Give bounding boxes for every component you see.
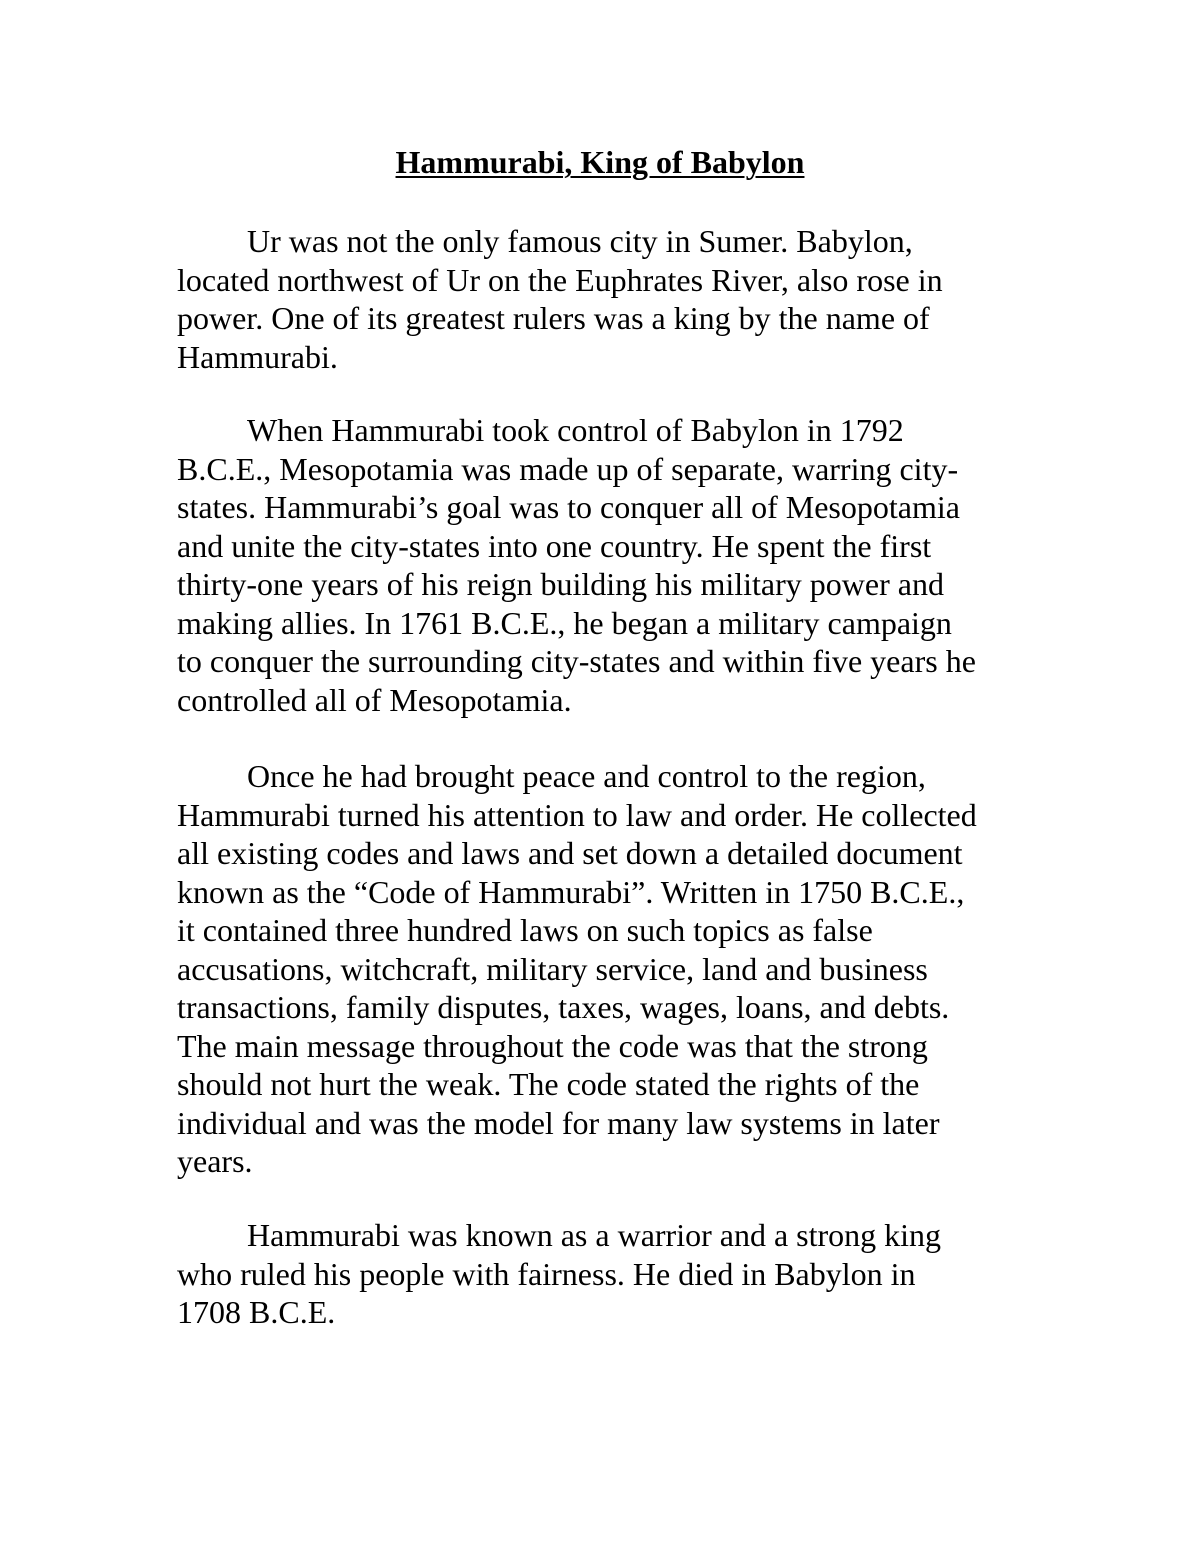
paragraph-line: power. One of its greatest rulers was a king by the name of (177, 300, 930, 336)
paragraph-line: Hammurabi was known as a warrior and a strong king (247, 1217, 942, 1253)
paragraph-line: individual and was the model for many law systems in later (177, 1104, 940, 1141)
paragraph-line: accusations, witchcraft, military service, land and business (177, 950, 928, 987)
paragraph-line: it contained three hundred laws on such topics as false (177, 912, 873, 948)
document-title: Hammurabi, King of Babylon (395, 144, 805, 180)
paragraph-line: making allies. In 1761 B.C.E., he began a military campaign (177, 604, 952, 641)
paragraph-line: Once he had brought peace and control to the region, (247, 758, 926, 794)
paragraph-line: who ruled his people with fairness. He died in Babylon in (177, 1255, 916, 1292)
paragraph-line: all existing codes and laws and set down a detailed document (177, 835, 963, 871)
paragraph-3 (177, 757, 1037, 1181)
paragraph-line: located northwest of Ur on the Euphrates River, also rose in (177, 261, 943, 298)
paragraph-line: states. Hammurabi’s goal was to conquer all of Mesopotamia (177, 489, 960, 525)
paragraph-4 (177, 1216, 1037, 1332)
paragraph-line: known as the “Code of Hammurabi”. Written in 1750 B.C.E., (177, 873, 965, 910)
paragraph-line: Hammurabi turned his attention to law and order. He collected (177, 796, 977, 833)
paragraph-line: 1708 B.C.E. (177, 1294, 336, 1330)
paragraph-line: controlled all of Mesopotamia. (177, 681, 572, 718)
paragraph-line: years. (177, 1143, 253, 1179)
paragraph-line: to conquer the surrounding city-states and within five years he (177, 643, 976, 679)
paragraph-line: Ur was not the only famous city in Sumer. Babylon, (247, 223, 913, 259)
paragraph-line: The main message throughout the code was that the strong (177, 1027, 928, 1064)
paragraph-line: and unite the city-states into one country. He spent the first (177, 527, 932, 564)
paragraph-2 (177, 411, 1037, 719)
paragraph-line: When Hammurabi took control of Babylon in 1792 (247, 412, 904, 448)
paragraph-1 (177, 222, 1037, 376)
paragraph-line: thirty-one years of his reign building his military power and (177, 566, 944, 602)
paragraph-line: transactions, family disputes, taxes, wages, loans, and debts. (177, 989, 950, 1025)
paragraph-line: B.C.E., Mesopotamia was made up of separate, warring city- (177, 450, 959, 487)
paragraph-line: should not hurt the weak. The code stated the rights of the (177, 1066, 920, 1102)
paragraph-line: Hammurabi. (177, 338, 338, 375)
